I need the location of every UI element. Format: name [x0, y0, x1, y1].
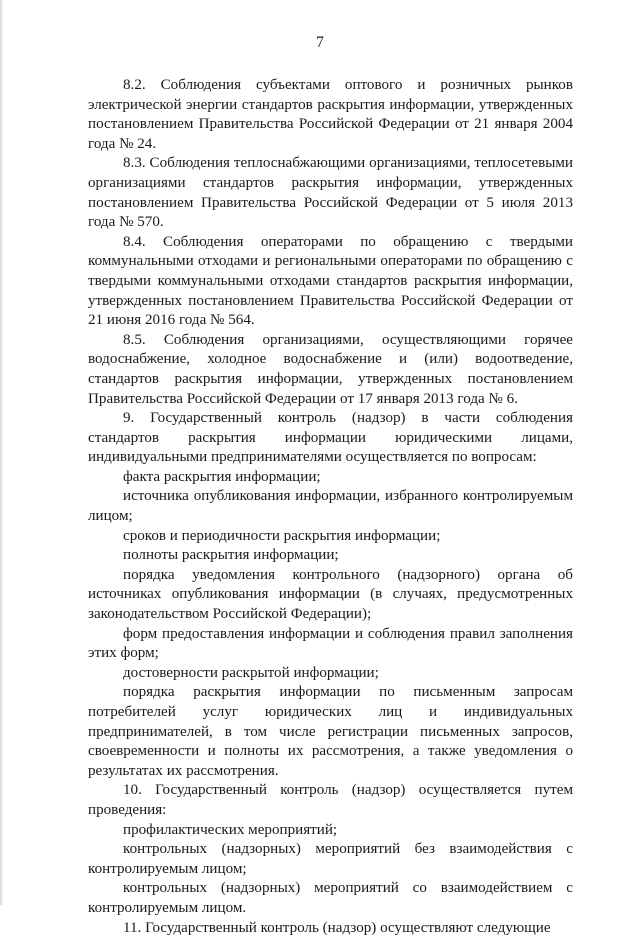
list-item-without-interaction: контрольных (надзорных) мероприятий без взаимодействия с контролируемым лицом;: [88, 841, 573, 877]
paragraph-10: 10. Государственный контроль (надзор) осуществляется путем проведения:: [88, 782, 573, 818]
list-item-completeness: полноты раскрытия информации;: [123, 547, 339, 564]
paragraph-8-5: 8.5. Соблюдения организациями, осуществляющими горячее водоснабжение, холодное водоснабжение и (или) водоотведение, стандартов раскрытия информации, утвержденных постановлением Правительства Российской Федерации от 17 января 2013 года № 6.: [88, 331, 573, 407]
scan-edge: [0, 0, 3, 905]
list-item-forms: форм предоставления информации и соблюдения правил заполнения этих форм;: [88, 625, 573, 662]
paragraph-11: 11. Государственный контроль (надзор) осуществляют следующие: [123, 919, 551, 936]
document-body: [88, 76, 573, 938]
list-item-preventive: профилактических мероприятий;: [123, 821, 338, 838]
paragraph-8-3: 8.3. Соблюдения теплоснабжающими организациями, теплосетевыми организациями стандартов раскрытия информации, утвержденных постановлением Правительства Российской Федерации от 5 июля 2013 года № 570.: [88, 155, 573, 231]
paragraph-8-4: 8.4. Соблюдения операторами по обращению с твердыми коммунальными отходами и региональными операторами по обращению с твердыми коммунальными отходами стандартов раскрытия информации, утвержденных постановлением Правительства Российской Федерации от 21 июня 2016 года № 564.: [88, 233, 573, 329]
list-item-requests: порядка раскрытия информации по письменным запросам потребителей услуг юридических лиц и индивидуальных предпринимателей, в том числе регистрации письменных запросов, своевременности и полноты их рассмотрения, а также уведомления о результатах их рассмотрения.: [88, 684, 573, 779]
list-item-with-interaction: контрольных (надзорных) мероприятий со взаимодействием с контролируемым лицом.: [88, 880, 573, 916]
paragraph-9: 9. Государственный контроль (надзор) в части соблюдения стандартов раскрытия информации юридическими лицами, индивидуальными предпринимателями осуществляется по вопросам:: [88, 410, 573, 466]
list-item-fact: факта раскрытия информации;: [123, 468, 321, 485]
paragraph-8-2: 8.2. Соблюдения субъектами оптового и розничных рынков электрической энергии стандартов раскрытия информации, утвержденных постановлением Правительства Российской Федерации от 21 января 2004 года № 24.: [88, 77, 573, 152]
page-number: 7: [316, 34, 324, 51]
list-item-terms: сроков и периодичности раскрытия информации;: [123, 527, 441, 544]
list-item-source: источника опубликования информации, избранного контролируемым лицом;: [88, 488, 573, 525]
list-item-accuracy: достоверности раскрытой информации;: [123, 664, 379, 681]
list-item-notification: порядка уведомления контрольного (надзорного) органа об источниках опубликования информации (в случаях, предусмотренных законодательством Российской Федерации);: [88, 566, 573, 623]
